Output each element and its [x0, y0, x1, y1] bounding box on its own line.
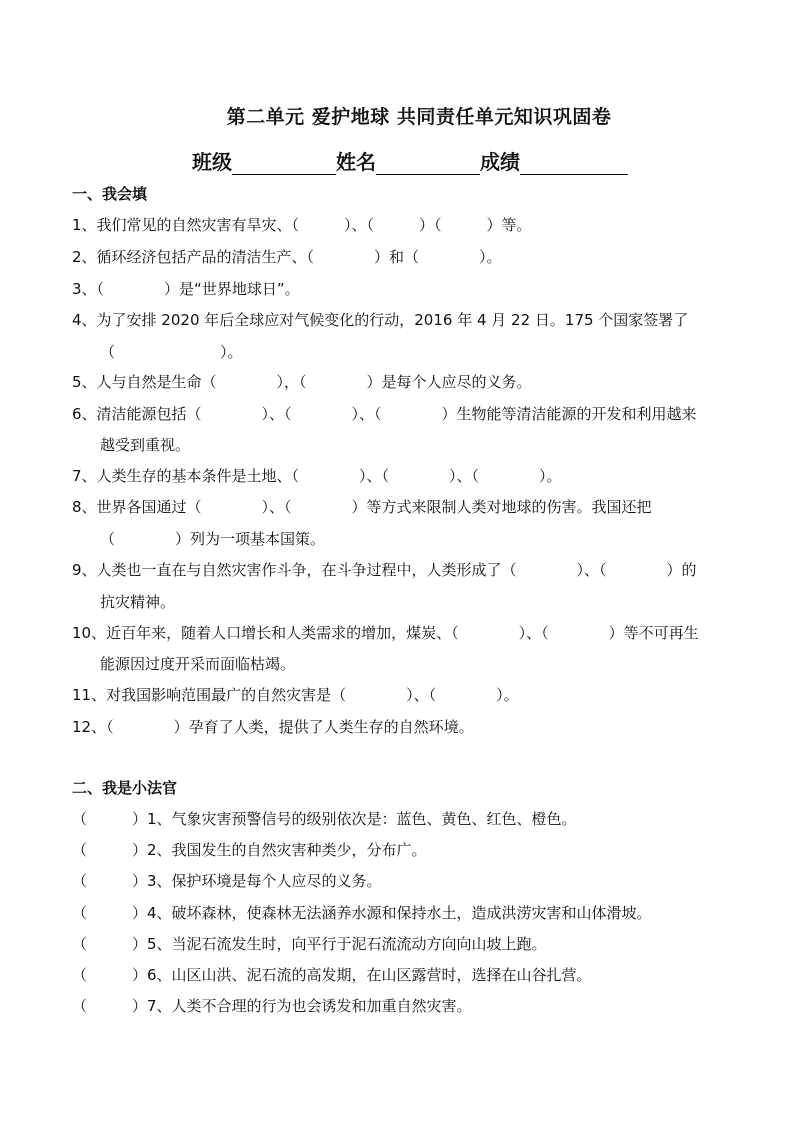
question-line: 4、为了安排 2020 年后全球应对气候变化的行动，2016 年 4 月 22 日。175 个国家签署了: [72, 311, 689, 329]
question-line: （ ）。: [100, 343, 243, 361]
judge-line: （ ）3、保护环境是每个人应尽的义务。: [72, 872, 382, 890]
question-line: 能源因过度开采而面临枯竭。: [100, 655, 296, 673]
student-info-row: [192, 145, 628, 175]
question-line: 1、我们常见的自然灾害有旱灾、（ ）、（ ）（ ）等。: [72, 216, 532, 234]
question-line: 12、（ ）孕育了人类，提供了人类生存的自然环境。: [72, 718, 474, 736]
question-line: 7、人类生存的基本条件是土地、（ ）、（ ）、（ ）。: [72, 467, 562, 485]
question-line: 9、人类也一直在与自然灾害作斗争，在斗争过程中，人类形成了（ ）、（ ）的: [72, 561, 697, 579]
judge-line: （ ）7、人类不合理的行为也会诱发和加重自然灾害。: [72, 997, 472, 1015]
name-blank[interactable]: [376, 152, 480, 175]
question-line: 10、近百年来，随着人口增长和人类需求的增加，煤炭、（ ）、（ ）等不可再生: [72, 624, 699, 642]
name-label: 姓名: [336, 150, 376, 174]
score-blank[interactable]: [520, 152, 628, 175]
class-label: 班级: [192, 150, 232, 174]
section-heading-fill-in: 一、我会填: [72, 185, 148, 203]
judge-line: （ ）1、气象灾害预警信号的级别依次是：蓝色、黄色、红色、橙色。: [72, 810, 577, 828]
question-line: 越受到重视。: [100, 436, 191, 454]
question-line: 抗灾精神。: [100, 593, 176, 611]
question-line: 2、循环经济包括产品的清洁生产、（ ）和（ ）。: [72, 248, 502, 266]
score-label: 成绩: [480, 150, 520, 174]
question-line: 6、清洁能源包括（ ）、（ ）、（ ）生物能等清洁能源的开发和利用越来: [72, 405, 697, 423]
question-line: 5、人与自然是生命（ ），（ ）是每个人应尽的义务。: [72, 373, 532, 391]
question-line: 8、世界各国通过（ ）、（ ）等方式来限制人类对地球的伤害。我国还把: [72, 498, 652, 516]
section-heading-judge: 二、我是小法官: [72, 779, 178, 797]
judge-line: （ ）5、当泥石流发生时，向平行于泥石流流动方向向山坡上跑。: [72, 935, 547, 953]
class-blank[interactable]: [232, 152, 336, 175]
judge-line: （ ）2、我国发生的自然灾害种类少，分布广。: [72, 841, 427, 859]
question-line: 3、（ ）是“世界地球日”。: [72, 280, 300, 298]
question-line: 11、对我国影响范围最广的自然灾害是（ ）、（ ）。: [72, 686, 519, 704]
judge-line: （ ）6、山区山洪、泥石流的高发期，在山区露营时，选择在山谷扎营。: [72, 966, 592, 984]
question-line: （ ）列为一项基本国策。: [100, 530, 326, 548]
judge-line: （ ）4、破坏森林，使森林无法涵养水源和保持水土，造成洪涝灾害和山体滑坡。: [72, 904, 652, 922]
page-title: 第二单元 爱护地球 共同责任单元知识巩固卷: [226, 106, 612, 128]
